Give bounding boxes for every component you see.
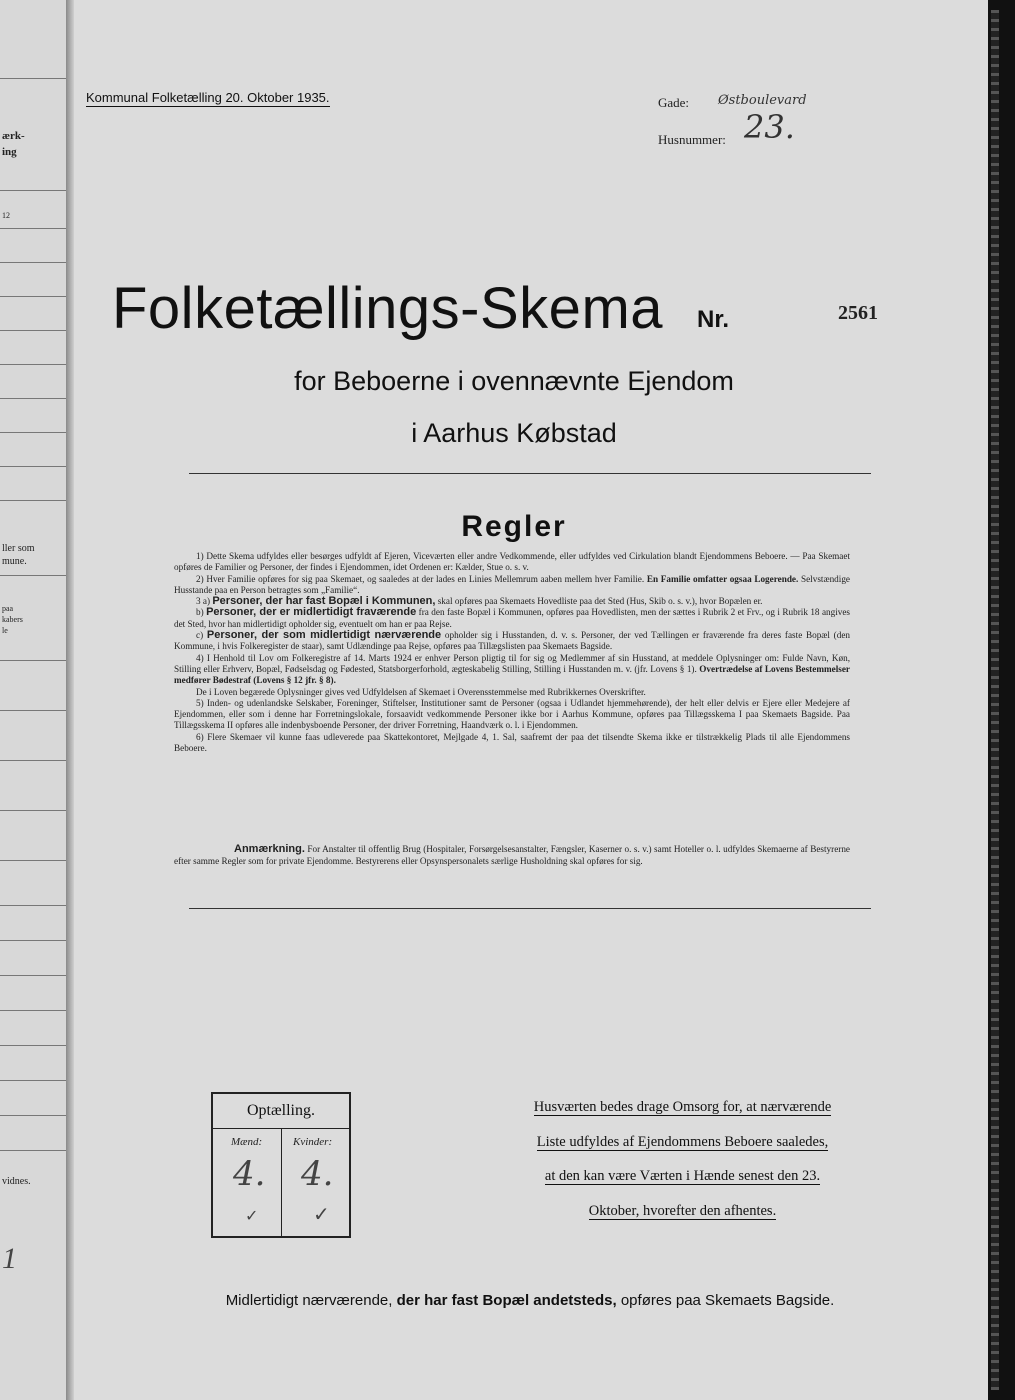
left-rule xyxy=(0,364,70,365)
left-rule xyxy=(0,860,70,861)
left-rule xyxy=(0,330,70,331)
left-rule xyxy=(0,710,70,711)
left-rule xyxy=(0,1150,70,1151)
left-rule xyxy=(0,262,70,263)
left-fragment: kabers xyxy=(2,615,23,624)
left-rule xyxy=(0,1010,70,1011)
page-fold xyxy=(66,0,74,1400)
left-rule xyxy=(0,398,70,399)
rule-1: 1) Dette Skema udfyldes eller besørges udfyldt af Ejeren, Viceværten eller andre Vedkommende, eller udfyldes ved Cirkulation blandt Ejendommens Beboere. — Paa Skemaet opføres de Familier og Personer, der findes i Ejendommen, idet Ordenen er: Kælder, Stue o. s. v. xyxy=(174,551,850,573)
men-count: 4. xyxy=(233,1154,266,1194)
left-rule xyxy=(0,228,70,229)
house-number-label: Husnummer: xyxy=(658,132,726,147)
left-rule xyxy=(0,660,70,661)
rules-heading: Regler xyxy=(461,510,567,543)
street-value: Østboulevard xyxy=(718,93,807,108)
rule-4: 4) I Henhold til Lov om Folkeregistre af 14. Marts 1924 er enhver Person pligtig til for sig og Medlemmer af sin Husstand, at meddele Oplysninger om: Fulde Navn, Køn, Stilling eller Erhverv, Bopæl, Fødselsdag og Fødested, Statsborgerforhold, ægteskabelig Stilling, Stilling i Husstanden m. v. (jfr. Lovens § 1). Overtrædelse af Lovens Bestemmelser medfører Bødestraf (Lovens § 12 jfr. § 8). xyxy=(174,652,850,686)
rule-3a: 3 a) Personer, der har fast Bopæl i Kommunen, skal opføres paa Skemaets Hovedliste paa det Sted (Hus, Skib o. s. v.), hvor Bopælen er. xyxy=(196,595,763,608)
women-label: Kvinder: xyxy=(293,1136,333,1148)
form-location: i Aarhus Købstad xyxy=(411,418,617,448)
count-column-divider xyxy=(281,1128,282,1236)
left-rule xyxy=(0,575,70,576)
left-rule xyxy=(0,940,70,941)
left-rule xyxy=(0,1080,70,1081)
form-subtitle: for Beboerne i ovennævnte Ejendom xyxy=(294,366,734,396)
men-label: Mænd: xyxy=(231,1136,263,1148)
rule-6: 6) Flere Skemaer vil kunne faas udleverede paa Skattekontoret, Mejlgade 4, 1. Sal, saafremt der paa det tilsendte Skema ikke er tilstrækkelig Plads til alle Ejendommens Beboere. xyxy=(174,731,850,754)
left-fragment: ller som xyxy=(2,543,35,554)
left-rule xyxy=(0,432,70,433)
left-rule xyxy=(0,1115,70,1116)
footer-note: Midlertidigt nærværende, der har fast Bopæl andetsteds, opføres paa Skemaets Bagside. xyxy=(225,1292,835,1309)
left-rule xyxy=(0,760,70,761)
left-rule xyxy=(0,296,70,297)
form-number-value: 2561 xyxy=(838,302,878,324)
left-fragment: le xyxy=(2,626,8,635)
notice-line-3: at den kan være Værten i Hænde senest den 23. xyxy=(544,1168,821,1184)
rule-3b: b) Personer, der er midlertidigt fraværende fra den faste Bopæl i Kommunen, opføres paa Hovedlisten, men der sættes i Rubrik 2 et Frv., og i Rubrik 18 angives det Sted, hvor han midlertidigt opholder sig, eventuelt om han er paa Rejse. xyxy=(174,606,851,629)
left-rule xyxy=(0,466,70,467)
left-page-edge xyxy=(0,0,70,1400)
women-check-mark: ✓ xyxy=(313,1204,330,1226)
rule-5: 5) Inden- og udenlandske Selskaber, Foreninger, Stiftelser, Institutioner samt de Personer (ogsaa i Udlandet hjemmehørende), der helt eller delvis er Ejere eller Medejere af Ejendommen, eller som i denne har Forretningslokale, forsaavidt vedkommende Personer ikke bor i Aarhus Kommune, opføres paa Tillægsskema I paa Skemaets Bagside. Paa Tillægsskema II opføres alle indenbysboende Personer, der driver Forretning, Haandværk o. l. i Ejendommen. xyxy=(174,697,850,731)
left-rule xyxy=(0,78,70,79)
left-fragment: 1 xyxy=(2,1242,17,1275)
left-fragment: ing xyxy=(2,146,17,158)
street-label: Gade: xyxy=(658,95,690,110)
left-rule xyxy=(0,1045,70,1046)
left-rule xyxy=(0,810,70,811)
rule-4-note: De i Loven begærede Oplysninger gives ved Udfyldelsen af Skemaet i Overensstemmelse med Rubrikkernes Overskrifter. xyxy=(196,686,646,697)
binding-strip xyxy=(991,10,999,1390)
women-count: 4. xyxy=(301,1154,334,1194)
left-fragment: paa xyxy=(2,604,14,613)
left-fragment: mune. xyxy=(2,556,27,567)
divider-top xyxy=(189,473,871,474)
left-rule xyxy=(0,500,70,501)
notice-line-4: Oktober, hvorefter den afhentes. xyxy=(588,1203,777,1219)
rules-text xyxy=(174,551,850,754)
census-title: Kommunal Folketælling 20. Oktober 1935. xyxy=(86,90,330,105)
left-fragment: 12 xyxy=(2,211,10,220)
left-fragment: vidnes. xyxy=(2,1176,31,1187)
form-number-label: Nr. xyxy=(697,306,730,333)
notice-line-2: Liste udfyldes af Ejendommens Beboere saaledes, xyxy=(536,1134,829,1150)
rule-2: 2) Hver Familie opføres for sig paa Skemaet, og saaledes at der lades en Linies Mellemrum aaben mellem hver Familie. En Familie omfatter ogsaa Logerende. Selvstændige Husstande paa en Person betragtes som „Familie“. xyxy=(174,573,850,595)
left-rule xyxy=(0,975,70,976)
men-check-mark: ✓ xyxy=(245,1208,259,1225)
remark-heading: Anmærkning. xyxy=(234,843,305,855)
rule-3c: c) Personer, der som midlertidigt nærværende opholder sig i Husstanden, d. v. s. Personer, der ved Tællingen er fraværende fra deres faste Bopæl (den Kommune, i hvis Folkeregister de staar), samt Udlændinge paa Rejse, opføres paa Tillægslisten paa Skemaets Bagside. xyxy=(174,629,851,652)
left-rule xyxy=(0,190,70,191)
divider-bottom xyxy=(189,908,871,909)
form-title: Folketællings-Skema xyxy=(112,276,664,341)
left-rule xyxy=(0,905,70,906)
left-fragment: ærk- xyxy=(2,130,25,142)
house-number-value: 23. xyxy=(744,108,795,146)
remark-text: Anmærkning. For Anstalter til offentlig Brug (Hospitaler, Forsørgelsesanstalter, Fængsler, Kaserner o. s. v.) samt Hoteller o. l. udfyldes Skemaerne af Bestyrerne efter samme Regler som for private Ejendomme. Bestyrerens eller Opsynspersonalets særlige Husholdning skal opføres for sig. xyxy=(174,843,850,866)
count-box xyxy=(211,1092,351,1238)
count-title: Optælling. xyxy=(246,1102,315,1119)
notice-line-1: Husværten bedes drage Omsorg for, at nærværende xyxy=(533,1099,832,1115)
right-page-edge xyxy=(988,0,1015,1400)
